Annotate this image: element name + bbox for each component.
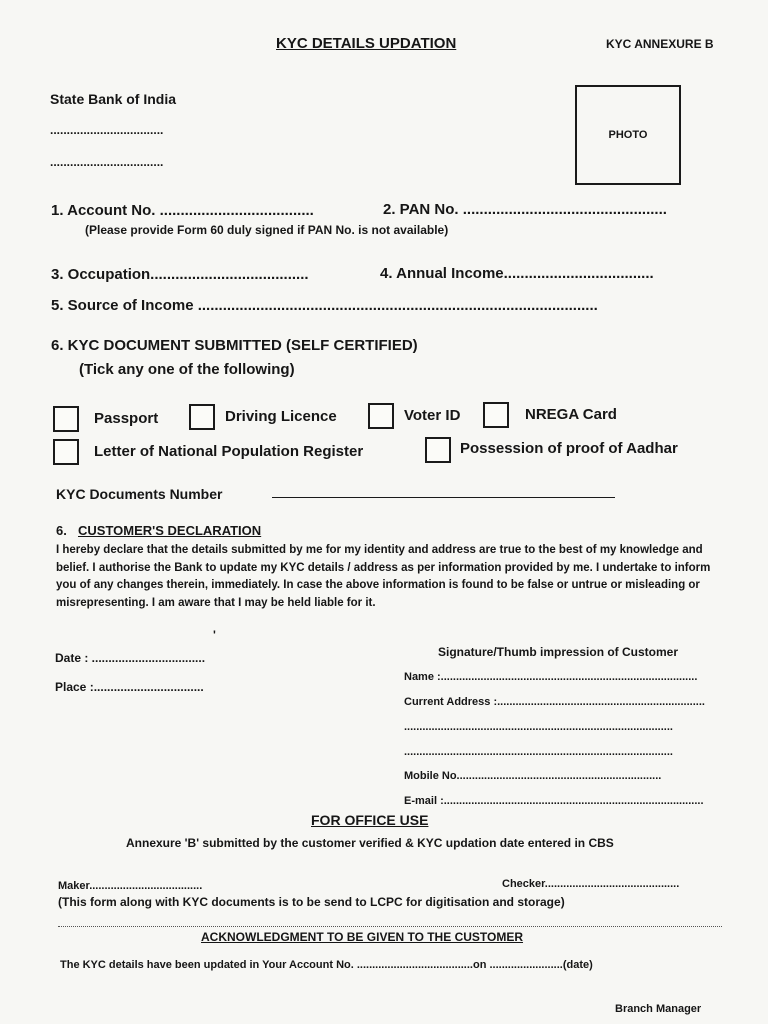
office-use-note: Annexure 'B' submitted by the customer verified & KYC updation date entered in CBS (126, 836, 614, 850)
kyc-documents-number-label: KYC Documents Number (56, 486, 223, 502)
kyc-documents-number-input[interactable] (272, 497, 615, 498)
declaration-heading: CUSTOMER'S DECLARATION (78, 523, 262, 538)
voter-id-checkbox[interactable] (368, 403, 394, 429)
current-address-field[interactable]: Current Address :.................................................................... (404, 696, 705, 708)
cut-line (58, 926, 722, 927)
name-field[interactable]: Name :.................................................................................... (404, 671, 698, 683)
photo-box[interactable] (575, 85, 681, 185)
driving-licence-checkbox[interactable] (189, 404, 215, 430)
form-title: KYC DETAILS UPDATION (276, 35, 457, 52)
acknowledgment-heading: ACKNOWLEDGMENT TO BE GIVEN TO THE CUSTOMER (201, 930, 524, 944)
photo-label: PHOTO (608, 129, 648, 141)
voter-id-label: Voter ID (404, 407, 461, 424)
bank-branch-line-1: .................................. (50, 123, 164, 137)
bank-branch-line-2: .................................. (50, 155, 164, 169)
annexure-label: KYC ANNEXURE B (606, 37, 714, 51)
driving-licence-label: Driving Licence (225, 408, 337, 425)
mobile-field[interactable]: Mobile No................................................................... (404, 770, 662, 782)
aadhar-proof-checkbox[interactable] (425, 437, 451, 463)
digitisation-note: (This form along with KYC documents is to be send to LCPC for digitisation and storage) (58, 895, 565, 909)
kyc-document-subheading: (Tick any one of the following) (79, 361, 295, 378)
passport-label: Passport (94, 410, 159, 427)
nrega-card-checkbox[interactable] (483, 402, 509, 428)
account-number-field[interactable]: 1. Account No. ..................................... (51, 202, 314, 219)
passport-checkbox[interactable] (53, 406, 79, 432)
npr-letter-checkbox[interactable] (53, 439, 79, 465)
occupation-field[interactable]: 3. Occupation...................................... (51, 266, 309, 283)
stray-mark: ' (213, 628, 216, 642)
declaration-number: 6. (56, 523, 67, 538)
pan-note: (Please provide Form 60 duly signed if PAN No. is not available) (85, 223, 449, 237)
address-line-2[interactable]: ........................................................................................ (404, 746, 673, 758)
annual-income-field[interactable]: 4. Annual Income.................................... (380, 265, 654, 282)
source-of-income-field[interactable]: 5. Source of Income ................................................................................................ (51, 297, 598, 314)
bank-name: State Bank of India (50, 91, 177, 107)
branch-manager-label: Branch Manager (615, 1003, 702, 1015)
declaration-text: I hereby declare that the details submitted by me for my identity and address are true to the best of my knowledge and belief. I authorise the Bank to update my KYC details / address as per information provided by me. I undertake to inform you of any changes therein, immediately. In case the above information is found to be false or untrue or misleading or misrepresenting. I am aware that I may be held liable for it. (56, 544, 711, 609)
acknowledgment-text: The KYC details have been updated in Your Account No. ......................................on ........................(date) (60, 959, 593, 971)
npr-letter-label: Letter of National Population Register (94, 443, 364, 460)
email-field[interactable]: E-mail :..................................................................................... (404, 795, 704, 807)
pan-number-field[interactable]: 2. PAN No. ................................................. (383, 201, 667, 218)
signature-title: Signature/Thumb impression of Customer (438, 645, 679, 659)
aadhar-proof-label: Possession of proof of Aadhar (460, 440, 678, 457)
nrega-card-label: NREGA Card (525, 406, 617, 423)
maker-field[interactable]: Maker..................................... (58, 880, 203, 892)
checker-field[interactable]: Checker............................................ (502, 878, 680, 890)
date-field[interactable]: Date : .................................. (55, 651, 206, 665)
place-field[interactable]: Place :................................. (55, 680, 204, 694)
address-line-1[interactable]: ........................................................................................ (404, 721, 673, 733)
kyc-document-heading: 6. KYC DOCUMENT SUBMITTED (SELF CERTIFIED) (51, 337, 418, 354)
office-use-heading: FOR OFFICE USE (311, 812, 429, 828)
